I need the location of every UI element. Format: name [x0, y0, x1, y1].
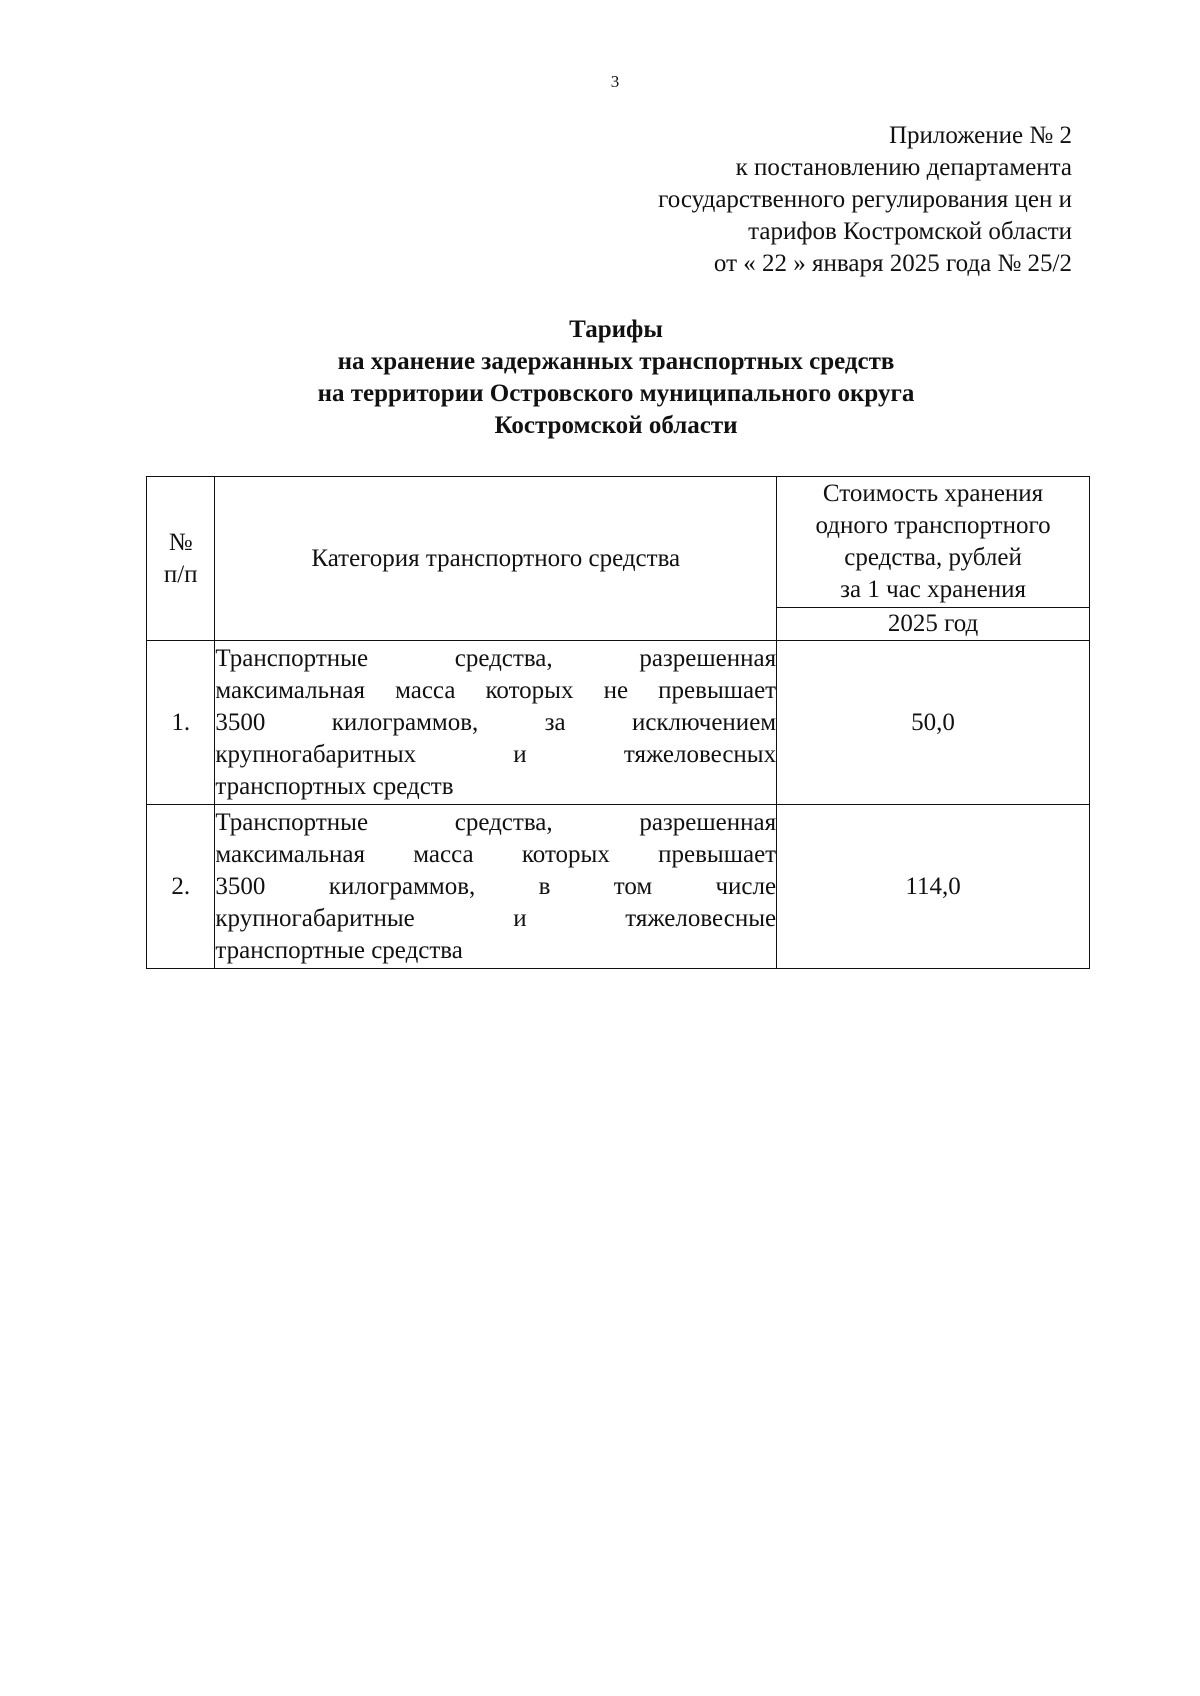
appendix-line: Приложение № 2 — [888, 122, 1072, 149]
header-category: Категория транспортного средства — [215, 477, 777, 641]
row-cost: 50,0 — [777, 641, 1090, 805]
header-number-line: № — [168, 528, 193, 556]
header-cost — [777, 477, 1090, 608]
category-line: максимальная масса которых не превышает — [215, 676, 777, 704]
header-cost-line: Стоимость хранения — [822, 480, 1044, 507]
header-cost-line: за 1 час хранения — [840, 576, 1026, 603]
category-line: транспортных средств — [215, 772, 454, 800]
category-line: крупногабаритных и тяжеловесных — [215, 740, 777, 768]
document-title — [140, 314, 1092, 442]
appendix-line: государственного регулирования цен и — [658, 186, 1072, 213]
page-number: 3 — [610, 72, 620, 91]
category-line: Транспортные средства, разрешенная — [215, 644, 777, 672]
category-line: транспортные средства — [215, 936, 463, 964]
appendix-line: от « 22 » января 2025 года № 25/2 — [713, 250, 1072, 277]
title-line: Костромской области — [494, 412, 738, 439]
category-line: крупногабаритные и тяжеловесные — [215, 904, 777, 932]
appendix-block — [658, 120, 1072, 280]
appendix-line: к постановлению департамента — [735, 154, 1072, 181]
table-row — [147, 641, 1090, 805]
title-line: Тарифы — [569, 316, 663, 343]
title-line: на хранение задержанных транспортных средств — [337, 348, 895, 375]
header-number — [147, 477, 215, 641]
category-line: 3500 килограммов, в том числе — [215, 872, 777, 900]
header-year: 2025 год — [777, 608, 1090, 641]
appendix-line: тарифов Костромской области — [748, 218, 1072, 245]
row-number: 2. — [147, 805, 215, 969]
category-line: 3500 килограммов, за исключением — [215, 708, 777, 736]
title-line: на территории Островского муниципального округа — [317, 380, 915, 407]
category-line: Транспортные средства, разрешенная — [215, 808, 777, 836]
category-line: максимальная масса которых превышает — [215, 840, 777, 868]
header-cost-line: средства, рублей — [844, 544, 1022, 571]
header-cost-line: одного транспортного — [815, 512, 1051, 539]
row-category — [215, 641, 777, 805]
row-category — [215, 805, 777, 969]
row-number: 1. — [147, 641, 215, 805]
row-cost: 114,0 — [777, 805, 1090, 969]
header-number-line: п/п — [163, 560, 198, 588]
table-row — [147, 805, 1090, 969]
tariff-table — [146, 476, 1090, 969]
